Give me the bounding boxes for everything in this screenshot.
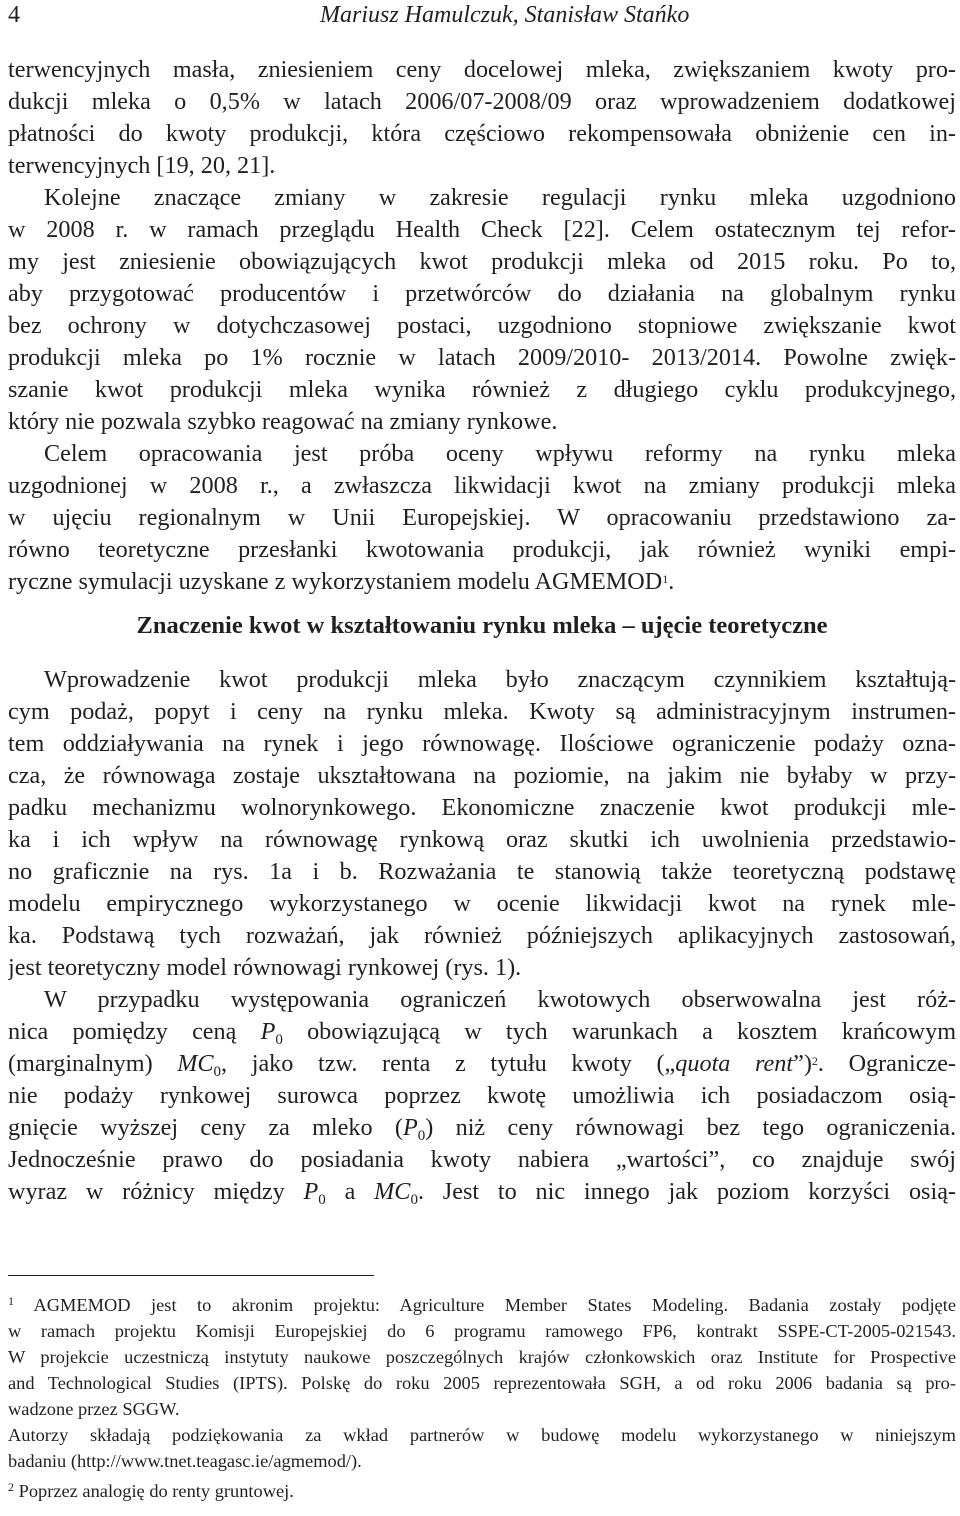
text-line: W przypadku występowania ograniczeń kwotowych obserwowalna jest róż- — [44, 986, 956, 1013]
quota-rent-term: quota rent — [675, 1050, 794, 1077]
text-run: AGMEMOD jest to akronim projektu: Agriculture Member States Modeling. Badania zostały podjęte — [14, 1295, 956, 1315]
text-run: nica pomiędzy ceną — [8, 1018, 261, 1045]
footnotes — [8, 1292, 956, 1504]
text-line: tem oddziaływania na rynek i jego równowagę. Ilościowe ograniczenie podaży ozna- — [8, 730, 956, 757]
text-line — [8, 1048, 956, 1080]
text-run: . Jest to nic innego jak poziom korzyści osią- — [417, 1178, 956, 1205]
text-line: płatności do kwoty produkcji, która częściowo rekompensowała obniżenie cen in- — [8, 120, 956, 147]
text-line — [8, 1016, 956, 1048]
text-run: wyraz w różnicy między — [8, 1178, 304, 1205]
footnote-line: and Technological Studies (IPTS). Polskę do roku 2005 reprezentowała SGH, a od roku 2006 badania są pro- — [8, 1373, 956, 1393]
text-line: cza, że równowaga zostaje ukształtowana na poziomie, na jakim nie byłaby w przy- — [8, 762, 956, 789]
page-header — [8, 2, 956, 32]
symbol-mc: MC — [374, 1178, 411, 1205]
text-line: modelu empirycznego wykorzystanego w ocenie likwidacji kwot na rynek mle- — [8, 890, 956, 917]
text-line: terwencyjnych masła, zniesieniem ceny docelowej mleka, zwiększaniem kwoty pro- — [8, 56, 956, 83]
text-line: w 2008 r. w ramach przeglądu Health Check [22]. Celem ostatecznym tej refor- — [8, 216, 956, 243]
symbol-p: P — [260, 1018, 276, 1045]
text-line: produkcji mleka po 1% rocznie w latach 2009/2010- 2013/2014. Powolne zwięk- — [8, 344, 956, 371]
footnote-line: badaniu (http://www.tnet.teagasc.ie/agmemod/). — [8, 1451, 362, 1471]
text-line: w ujęciu regionalnym w Unii Europejskiej. W opracowaniu przedstawiono za- — [8, 504, 956, 531]
text-run: ”) — [793, 1050, 812, 1077]
subscript: 0 — [417, 1128, 426, 1144]
text-line: uzgodnionej w 2008 r., a zwłaszcza likwidacji kwot na zmiany produkcji mleka — [8, 472, 956, 499]
footnote-ref[interactable]: 2 — [811, 1054, 818, 1068]
text-line: no graficznie na rys. 1a i b. Rozważania te stanowią także teoretyczną podstawę — [8, 858, 956, 885]
text-line: równo teoretyczne przesłanki kwotowania produkcji, jak również wyniki empi- — [8, 536, 956, 563]
text-line: aby przygotować producentów i przetwórców do działania na globalnym rynku — [8, 280, 956, 307]
symbol-p: P — [303, 1178, 319, 1205]
footnote-line — [8, 1292, 956, 1318]
text-run: ryczne symulacji uzyskane z wykorzystaniem modelu AGMEMOD — [8, 568, 663, 595]
text-run: gnięcie wyższej ceny za mleko ( — [8, 1114, 403, 1141]
text-run: a — [325, 1178, 375, 1205]
footnote-line: W projekcie uczestniczą instytuty naukowe poszczególnych krajów członkowskich oraz Institute for Prospective — [8, 1347, 956, 1367]
text-line: który nie pozwala szybko reagować na zmiany rynkowe. — [8, 408, 558, 435]
section-heading: Znaczenie kwot w kształtowaniu rynku mleka – ujęcie teoretyczne — [136, 612, 828, 639]
footnote-mark: 2 — [8, 1480, 14, 1494]
text-line: ka i ich wpływ na równowagę rynkową oraz skutki ich uwolnienia przedstawio- — [8, 826, 956, 853]
subscript: 0 — [275, 1032, 283, 1048]
text-line: Wprowadzenie kwot produkcji mleka było znaczącym czynnikiem kształtują- — [44, 666, 956, 693]
text-line: szanie kwot produkcji mleka wynika również z długiego cyklu produkcyjnego, — [8, 376, 956, 403]
text-line: padku mechanizmu wolnorynkowego. Ekonomiczne znaczenie kwot produkcji mle- — [8, 794, 956, 821]
text-run: ) niż ceny równowagi bez tego ograniczenia. — [425, 1114, 956, 1141]
text-run: Poprzez analogię do renty gruntowej. — [14, 1481, 294, 1501]
text-line: Celem opracowania jest próba oceny wpływu reformy na rynku mleka — [44, 440, 956, 467]
symbol-p: P — [402, 1114, 418, 1141]
text-line: dukcji mleka o 0,5% w latach 2006/07-2008/09 oraz wprowadzeniem dodatkowej — [8, 88, 956, 115]
symbol-mc: MC — [177, 1050, 214, 1077]
text-line: my jest zniesienie obowiązujących kwot produkcji mleka od 2015 roku. Po to, — [8, 248, 956, 275]
text-run: . — [668, 568, 675, 595]
footnote-line: Autorzy składają podziękowania za wkład partnerów w budowę modelu wykorzystanego w niniejszym — [8, 1425, 956, 1445]
text-line — [8, 1112, 956, 1144]
text-line: ka. Podstawą tych rozważań, jak również późniejszych aplikacyjnych zastosowań, — [8, 922, 956, 949]
text-line: bez ochrony w dotychczasowej postaci, uzgodniono stopniowe zwiększanie kwot — [8, 312, 956, 339]
text-line — [8, 1176, 956, 1208]
footnote-line: wadzone przez SGGW. — [8, 1399, 180, 1419]
subscript: 0 — [318, 1192, 326, 1208]
text-run: obowiązującą w tych warunkach a kosztem krańcowym — [282, 1018, 956, 1045]
text-line: Jednocześnie prawo do posiadania kwoty nabiera „wartości”, co znajduje swój — [8, 1146, 956, 1173]
text-line — [8, 566, 956, 598]
text-run: (marginalnym) — [8, 1050, 178, 1077]
footnote-divider — [8, 1275, 374, 1276]
footnote-line: w ramach projektu Komisji Europejskiej do 6 programu ramowego FP6, kontrakt SSPE-CT-2005-021543. — [8, 1321, 956, 1341]
text-run: , jako tzw. renta z tytułu kwoty („ — [221, 1050, 676, 1077]
running-title: Mariusz Hamulczuk, Stanisław Stańko — [320, 2, 690, 28]
text-line: cym podaż, popyt i ceny na rynku mleka. Kwoty są administracyjnym instrumen- — [8, 698, 956, 725]
text-line: jest teoretyczny model równowagi rynkowej (rys. 1). — [8, 954, 522, 981]
page-number: 4 — [8, 2, 20, 28]
main-text — [8, 54, 956, 1208]
footnote-mark: 1 — [8, 1294, 14, 1308]
text-line: terwencyjnych [19, 20, 21]. — [8, 152, 276, 179]
text-run: . Ogranicze- — [817, 1050, 956, 1077]
footnote-line — [8, 1478, 956, 1504]
subscript: 0 — [410, 1192, 418, 1208]
footnote-ref[interactable]: 1 — [662, 572, 669, 586]
subscript: 0 — [213, 1064, 222, 1080]
text-line: nie podaży rynkowej surowca poprzez kwotę umożliwia ich posiadaczom osią- — [8, 1082, 956, 1109]
text-line: Kolejne znaczące zmiany w zakresie regulacji rynku mleka uzgodniono — [44, 184, 956, 211]
